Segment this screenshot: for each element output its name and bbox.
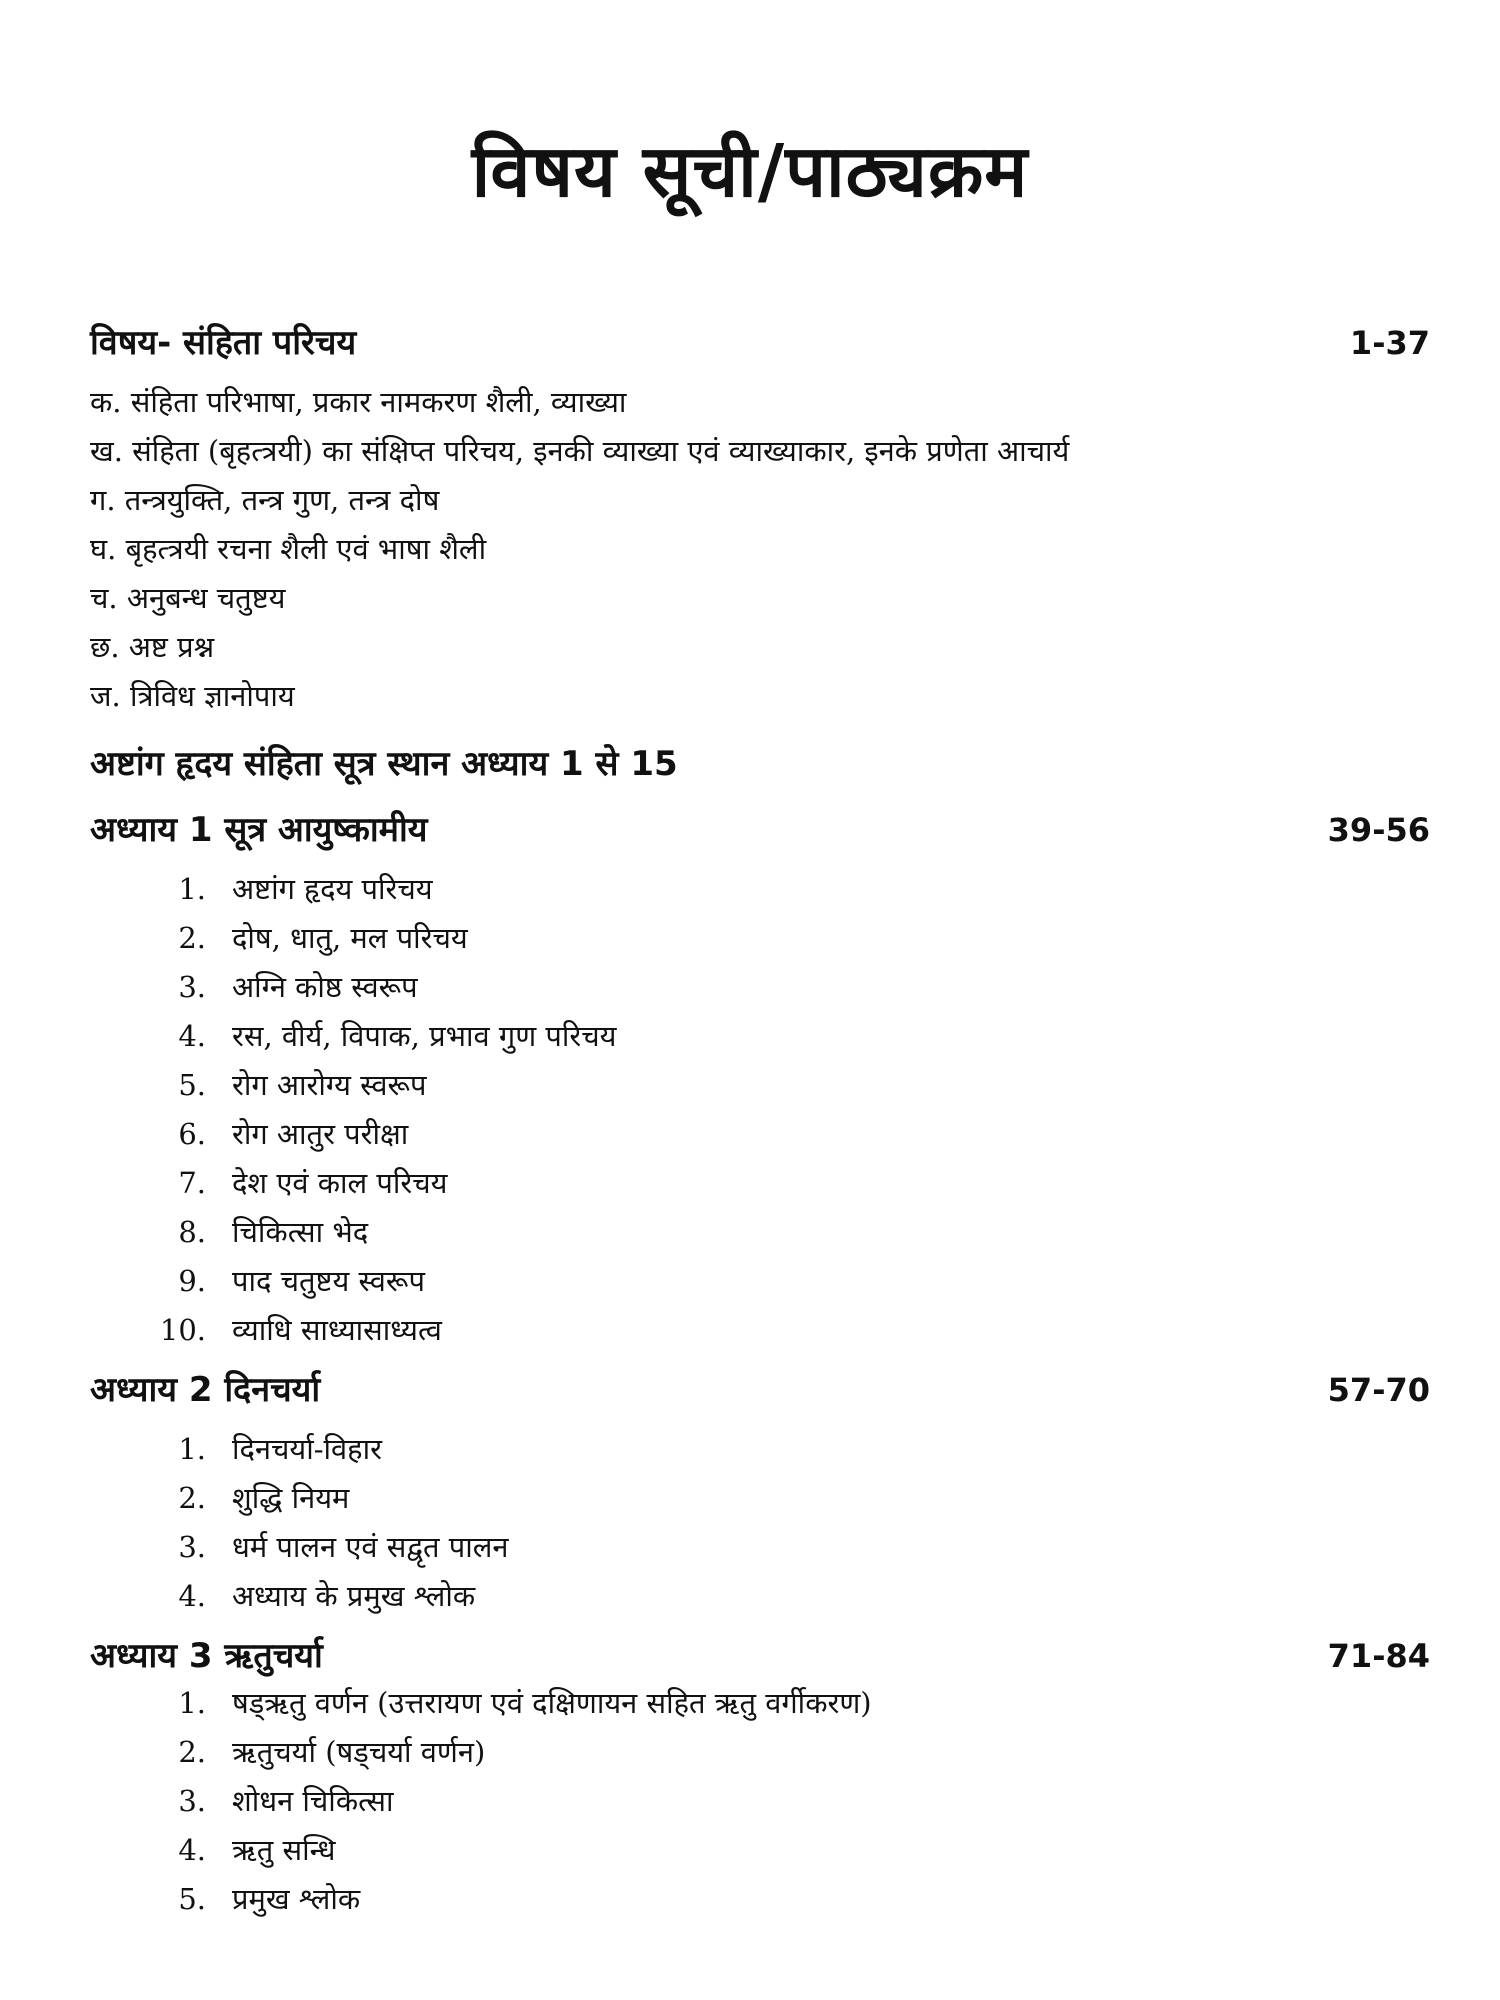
item-text: रोग आतुर परीक्षा bbox=[232, 1117, 409, 1151]
page-range: 71-84 bbox=[1327, 1637, 1430, 1675]
list-item bbox=[150, 1208, 1430, 1257]
page-title: विषय सूची/पाठ्यक्रम bbox=[471, 129, 1029, 213]
item-number: 10. bbox=[159, 1313, 206, 1347]
item-number: 2. bbox=[178, 1481, 206, 1515]
chapter-heading-text: अध्याय 1 सूत्र आयुष्कामीय bbox=[90, 810, 428, 850]
item-text: शुद्धि नियम bbox=[232, 1481, 350, 1515]
item-number: 3. bbox=[178, 1784, 206, 1818]
page-range: 1-37 bbox=[1349, 324, 1430, 362]
item-number: 4. bbox=[178, 1019, 206, 1053]
page-range: 57-70 bbox=[1327, 1371, 1430, 1409]
item-text: प्रमुख श्लोक bbox=[232, 1882, 361, 1916]
list-item bbox=[150, 1425, 1430, 1474]
item-number: 7. bbox=[178, 1166, 206, 1200]
item-text: देश एवं काल परिचय bbox=[232, 1166, 448, 1200]
item-text: अध्याय के प्रमुख श्लोक bbox=[232, 1579, 476, 1613]
list-item bbox=[150, 1159, 1430, 1208]
item-number: 1. bbox=[178, 1686, 206, 1720]
item-text: दिनचर्या-विहार bbox=[232, 1432, 382, 1466]
list-item: ख. संहिता (बृहत्त्रयी) का संक्षिप्त परिचय, इनकी व्याख्या एवं व्याख्याकार, इनके प्रणेता आचार्य bbox=[90, 434, 1070, 468]
section-heading-text: विषय- संहिता परिचय bbox=[90, 323, 357, 363]
item-number: 1. bbox=[178, 1432, 206, 1466]
item-text: पाद चतुष्टय स्वरूप bbox=[232, 1264, 425, 1298]
chapter-heading-2 bbox=[90, 1367, 1430, 1413]
item-number: 3. bbox=[178, 970, 206, 1004]
item-number: 3. bbox=[178, 1530, 206, 1564]
chapter-heading-3 bbox=[90, 1633, 1430, 1679]
list-item bbox=[150, 1679, 1430, 1728]
list-item bbox=[150, 1523, 1430, 1572]
item-text: अग्नि कोष्ठ स्वरूप bbox=[232, 970, 418, 1004]
list-item bbox=[150, 1012, 1430, 1061]
item-text: रोग आरोग्य स्वरूप bbox=[232, 1068, 427, 1102]
list-item bbox=[150, 914, 1430, 963]
list-item bbox=[150, 865, 1430, 914]
item-number: 4. bbox=[178, 1833, 206, 1867]
list-item: च. अनुबन्ध चतुष्टय bbox=[90, 581, 286, 615]
item-text: शोधन चिकित्सा bbox=[232, 1784, 394, 1818]
chapter-1-topic-list bbox=[150, 865, 1430, 1355]
chapter-heading-text: अध्याय 2 दिनचर्या bbox=[90, 1370, 321, 1410]
list-item: ग. तन्त्रयुक्ति, तन्त्र गुण, तन्त्र दोष bbox=[90, 483, 440, 517]
item-text: धर्म पालन एवं सद्वृत पालन bbox=[232, 1530, 509, 1564]
list-item: ज. त्रिविध ज्ञानोपाय bbox=[90, 679, 295, 713]
item-text: अष्टांग हृदय परिचय bbox=[232, 872, 433, 906]
chapter-heading-text: अध्याय 3 ऋतुचर्या bbox=[90, 1636, 323, 1676]
list-item bbox=[150, 1474, 1430, 1523]
list-item bbox=[150, 1306, 1430, 1355]
list-item bbox=[150, 1110, 1430, 1159]
list-item bbox=[150, 1728, 1430, 1777]
item-text: दोष, धातु, मल परिचय bbox=[232, 921, 468, 955]
section-heading-text: अष्टांग हृदय संहिता सूत्र स्थान अध्याय 1 से 15 bbox=[90, 744, 678, 784]
item-number: 4. bbox=[178, 1579, 206, 1613]
item-text: षड्ऋतु वर्णन (उत्तरायण एवं दक्षिणायन सहित ऋतु वर्गीकरण) bbox=[232, 1686, 872, 1720]
item-text: ऋतुचर्या (षड्चर्या वर्णन) bbox=[232, 1735, 486, 1769]
chapter-3-topic-list bbox=[150, 1679, 1430, 1924]
item-number: 9. bbox=[178, 1264, 206, 1298]
item-number: 1. bbox=[178, 872, 206, 906]
item-number: 5. bbox=[178, 1882, 206, 1916]
chapter-2-topic-list bbox=[150, 1425, 1430, 1621]
list-item: छ. अष्ट प्रश्न bbox=[90, 630, 215, 664]
sub-item-list bbox=[90, 378, 1430, 721]
item-number: 2. bbox=[178, 921, 206, 955]
list-item bbox=[150, 1777, 1430, 1826]
item-text: व्याधि साध्यासाध्यत्व bbox=[232, 1313, 442, 1347]
list-item: क. संहिता परिभाषा, प्रकार नामकरण शैली, व्याख्या bbox=[90, 385, 627, 419]
item-text: ऋतु सन्धि bbox=[232, 1833, 336, 1867]
item-text: रस, वीर्य, विपाक, प्रभाव गुण परिचय bbox=[232, 1019, 617, 1053]
item-number: 8. bbox=[178, 1215, 206, 1249]
list-item bbox=[150, 1826, 1430, 1875]
list-item bbox=[150, 963, 1430, 1012]
item-text: चिकित्सा भेद bbox=[232, 1215, 369, 1249]
chapter-heading-1 bbox=[90, 807, 1430, 853]
item-number: 5. bbox=[178, 1068, 206, 1102]
list-item bbox=[150, 1572, 1430, 1621]
list-item bbox=[150, 1257, 1430, 1306]
item-number: 6. bbox=[178, 1117, 206, 1151]
page-range: 39-56 bbox=[1327, 811, 1430, 849]
section-heading-sutra-sthan bbox=[90, 741, 1430, 787]
list-item bbox=[150, 1061, 1430, 1110]
list-item bbox=[150, 1875, 1430, 1924]
item-number: 2. bbox=[178, 1735, 206, 1769]
table-of-contents bbox=[90, 320, 1430, 1924]
section-heading-samhita-parichay bbox=[90, 320, 1430, 366]
list-item: घ. बृहत्त्रयी रचना शैली एवं भाषा शैली bbox=[90, 532, 487, 566]
